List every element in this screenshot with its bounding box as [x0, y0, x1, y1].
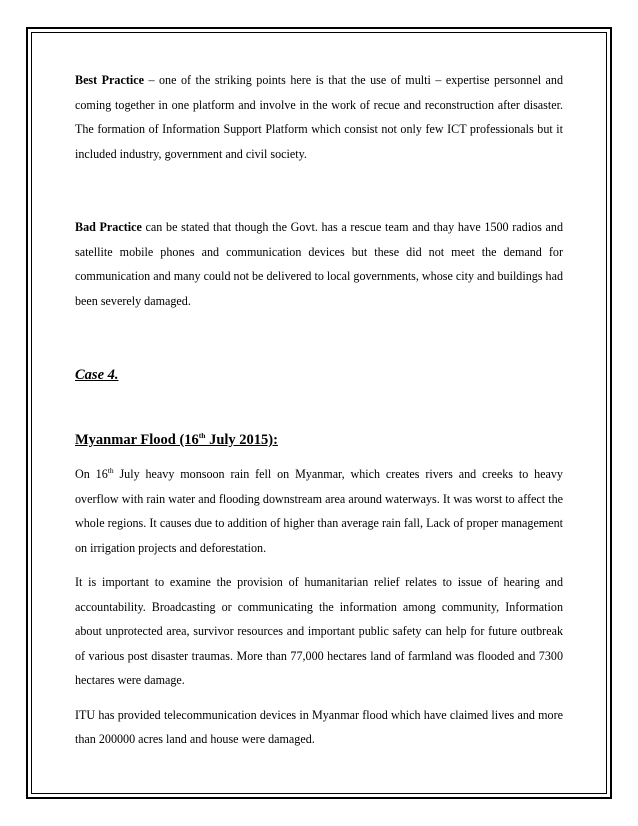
paragraph-itu: ITU has provided telecommunication devices in Myanmar flood which have claimed lives and more than 200000 acres land and house were damaged.	[75, 707, 563, 746]
case-title: Case 4.	[75, 367, 119, 383]
document-body	[75, 68, 563, 752]
section-heading	[75, 430, 563, 450]
paragraph-humanitarian-relief: It is important to examine the provision of humanitarian relief relates to issue of hearing and accountability. Broadcasting or communicating the information among community, Information about unprotected area, survivor resources and important public safety can help for future outbreak of various post disaster traumas. More than 77,000 hectares land of farmland was flooded and 7300 hectares were damage.	[75, 575, 563, 687]
bad-practice-paragraph	[75, 215, 563, 313]
bad-practice-label: Bad Practice	[75, 220, 142, 234]
section-heading-sup: th	[198, 431, 206, 441]
best-practice-label: Best Practice	[75, 73, 144, 87]
section-heading-suffix: July 2015):	[205, 432, 278, 448]
paragraph-flood-intro-text: July heavy monsoon rain fell on Myanmar, which creates rivers and creeks to heavy overflow with rain water and flooding downstream area around waterways. It was worst to affect the whole regions. It causes due to addition of higher than average rain fall, Lack of proper management on irrigation projects and deforestation.	[75, 467, 563, 555]
paragraph-flood-intro	[75, 462, 563, 560]
paragraph-flood-intro-sup: th	[107, 465, 114, 475]
bad-practice-text: can be stated that though the Govt. has a rescue team and thay have 1500 radios and satellite mobile phones and communication devices but these did not meet the demand for communication and many could not be delivered to local governments, whose city and buildings had been severely damaged.	[75, 220, 564, 308]
best-practice-text: – one of the striking points here is that the use of multi – expertise personnel and coming together in one platform and involve in the work of recue and reconstruction after disaster. The formation of Information Support Platform which consist not only few ICT professionals but it included industry, government and civil society.	[75, 73, 564, 161]
section-heading-prefix: Myanmar Flood (16	[75, 432, 199, 448]
best-practice-paragraph	[75, 68, 563, 166]
paragraph-flood-intro-prefix: On 16	[75, 467, 108, 481]
